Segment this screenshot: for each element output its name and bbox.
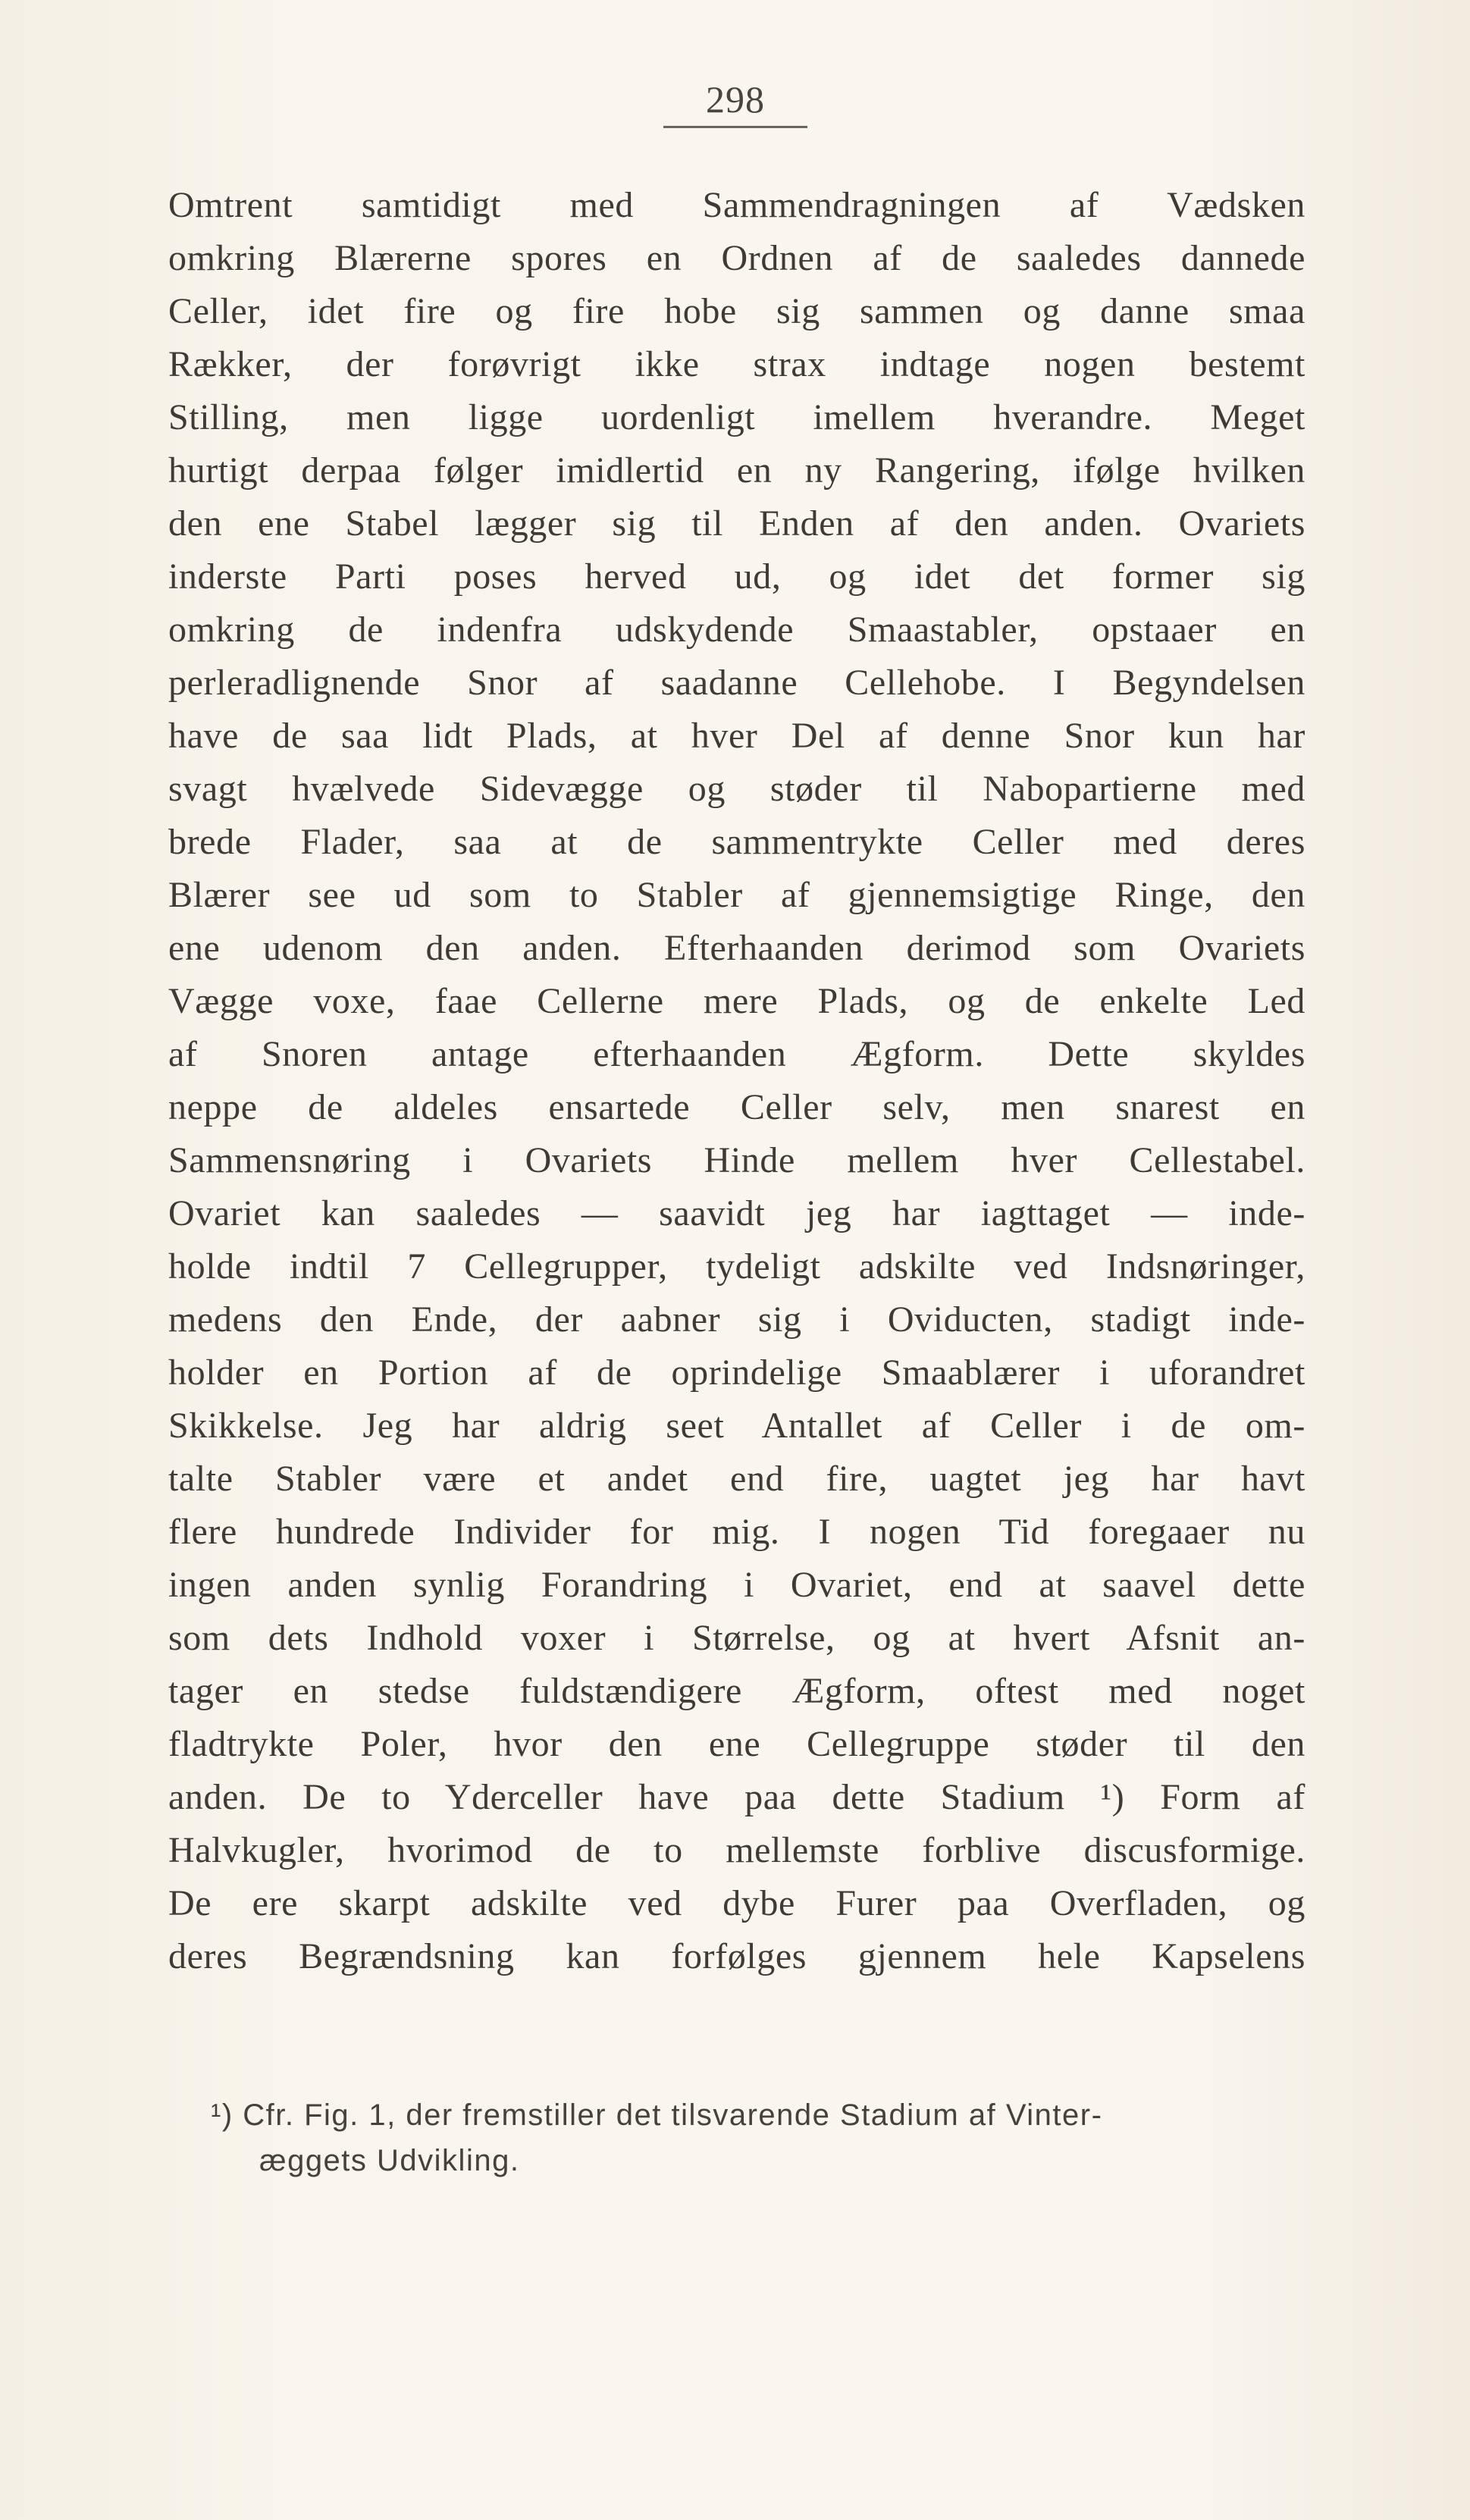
text-line: svagt hvælvede Sidevægge og støder til Nabopartierne med <box>168 769 1305 809</box>
footnote <box>211 2092 1318 2183</box>
text-line: Skikkelse. Jeg har aldrig seet Antallet af Celler i de om- <box>168 1406 1305 1446</box>
text-line: have de saa lidt Plads, at hver Del af denne Snor kun har <box>168 716 1305 756</box>
text-line: talte Stabler være et andet end fire, uagtet jeg har havt <box>168 1459 1305 1499</box>
text-line: neppe de aldeles ensartede Celler selv, men snarest en <box>168 1087 1305 1127</box>
text-line: omkring Blærerne spores en Ordnen af de saaledes dannede <box>168 238 1305 278</box>
text-line: De ere skarpt adskilte ved dybe Furer paa Overfladen, og <box>168 1883 1305 1923</box>
text-line: Rækker, der forøvrigt ikke strax indtage nogen bestemt <box>168 344 1305 384</box>
text-line: Omtrent samtidigt med Sammendragningen af Vædsken <box>168 185 1305 225</box>
footnote-line: ¹) Cfr. Fig. 1, der fremstiller det tilsvarende Stadium af Vinter- <box>211 2098 1103 2132</box>
text-line: Stilling, men ligge uordenligt imellem hverandre. Meget <box>168 397 1305 437</box>
text-line: Vægge voxe, faae Cellerne mere Plads, og de enkelte Led <box>168 981 1305 1021</box>
text-line: anden. De to Yderceller have paa dette Stadium ¹) Form af <box>168 1777 1305 1817</box>
text-line: hurtigt derpaa følger imidlertid en ny Rangering, ifølge hvilken <box>168 450 1305 491</box>
page-number-rule <box>663 126 807 128</box>
page-number: 298 <box>706 78 765 121</box>
text-line: den ene Stabel lægger sig til Enden af den anden. Ovariets <box>168 503 1305 544</box>
text-line: ene udenom den anden. Efterhaanden derimod som Ovariets <box>168 928 1305 968</box>
text-line: holder en Portion af de oprindelige Smaablærer i uforandret <box>168 1352 1305 1393</box>
body-paragraph <box>168 179 1305 1983</box>
text-line: medens den Ende, der aabner sig i Oviducten, stadigt inde- <box>168 1299 1305 1340</box>
text-line: brede Flader, saa at de sammentrykte Celler med deres <box>168 822 1305 862</box>
page-header <box>663 76 807 128</box>
text-line: Halvkugler, hvorimod de to mellemste forblive discusformige. <box>168 1830 1305 1870</box>
text-line: Blærer see ud som to Stabler af gjennemsigtige Ringe, den <box>168 875 1305 915</box>
text-line: holde indtil 7 Cellegrupper, tydeligt adskilte ved Indsnøringer, <box>168 1246 1305 1287</box>
text-line: Ovariet kan saaledes — saavidt jeg har iagttaget — inde- <box>168 1193 1305 1233</box>
text-line: inderste Parti poses herved ud, og idet det former sig <box>168 556 1305 597</box>
footnote-line: æggets Udvikling. <box>259 2144 520 2177</box>
text-line: omkring de indenfra udskydende Smaastabler, opstaaer en <box>168 610 1305 650</box>
text-line: deres Begrændsning kan forfølges gjennem hele Kapselens <box>168 1936 1305 1976</box>
text-line: flere hundrede Individer for mig. I nogen Tid foregaaer nu <box>168 1512 1305 1552</box>
text-line: perleradlignende Snor af saadanne Cellehobe. I Begyndelsen <box>168 663 1305 703</box>
text-line: ingen anden synlig Forandring i Ovariet, end at saavel dette <box>168 1565 1305 1605</box>
text-line: tager en stedse fuldstændigere Ægform, oftest med noget <box>168 1671 1305 1711</box>
text-line: fladtrykte Poler, hvor den ene Cellegruppe støder til den <box>168 1724 1305 1764</box>
text-line: som dets Indhold voxer i Størrelse, og at hvert Afsnit an- <box>168 1618 1305 1658</box>
text-line: Sammensnøring i Ovariets Hinde mellem hver Cellestabel. <box>168 1140 1305 1180</box>
text-line: af Snoren antage efterhaanden Ægform. Dette skyldes <box>168 1034 1305 1074</box>
text-line: Celler, idet fire og fire hobe sig sammen og danne smaa <box>168 291 1305 331</box>
